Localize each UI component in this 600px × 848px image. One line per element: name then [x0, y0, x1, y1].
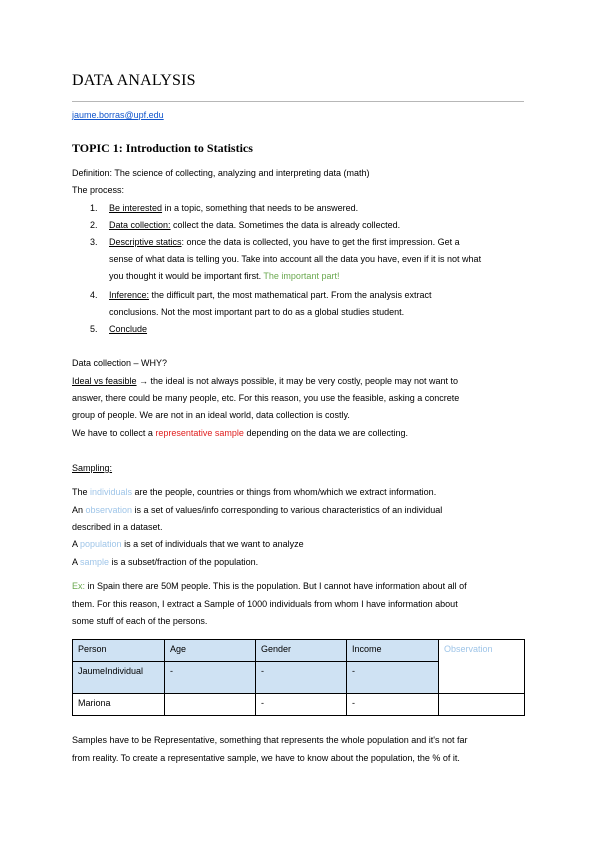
list-item-text: : once the data is collected, you have to get the first impression. Get a [181, 237, 460, 247]
paragraph-text: are the people, countries or things from whom/which we extract information. [132, 487, 437, 497]
list-number: 3. [90, 237, 98, 247]
topic-heading: TOPIC 1: Introduction to Statistics [72, 141, 253, 155]
paragraph-text: in Spain there are 50M people. This is the population. But I cannot have information about all of [85, 581, 467, 591]
list-item [109, 236, 460, 248]
paragraph-text: is a subset/fraction of the population. [109, 557, 259, 567]
paragraph-line [72, 375, 458, 387]
paragraph-text: A [72, 539, 81, 549]
observation-table [72, 639, 525, 716]
process-label: The process: [72, 185, 125, 195]
table-header-cell: Age [165, 640, 256, 662]
paragraph-line [72, 556, 258, 568]
list-item-text: collect the data. Sometimes the data is already collected. [170, 220, 401, 230]
title-divider [72, 101, 524, 102]
paragraph-line: described in a dataset. [72, 522, 163, 532]
paragraph-text: depending on the data we are collecting. [243, 428, 409, 438]
paragraph-text: A [72, 557, 81, 567]
term-observation: observation [85, 505, 133, 515]
table-cell: - [256, 694, 347, 716]
table-cell [439, 694, 525, 716]
paragraph-line: Samples have to be Representative, something that represents the whole population and it's not far [72, 735, 468, 745]
individual-note: Individual [105, 666, 144, 676]
paragraph-text: We have to collect a [72, 428, 156, 438]
document-title: DATA ANALYSIS [72, 72, 196, 89]
paragraph-line: them. For this reason, I extract a Sample of 1000 individuals from whom I have information about [72, 599, 458, 609]
list-item-term: Conclude [109, 324, 148, 334]
list-item-text: in a topic, something that needs to be answered. [162, 203, 359, 213]
table-cell-person: Mariona [73, 694, 165, 716]
table-cell: - [256, 662, 347, 694]
list-item-continuation: conclusions. Not the most important part to do as a global studies student. [109, 307, 405, 317]
highlight-term: representative sample [155, 428, 244, 438]
term-individuals: individuals [90, 487, 133, 497]
list-item-text: you thought it would be important first. [109, 271, 264, 281]
data-collection-heading: Data collection – WHY? [72, 358, 168, 368]
paragraph-line: group of people. We are not in an ideal world, data collection is costly. [72, 410, 350, 420]
list-item-term: Descriptive statics [109, 237, 182, 247]
list-item-continuation [109, 270, 339, 282]
term: Ideal vs feasible [72, 376, 137, 386]
list-item-term: Inference: [109, 290, 150, 300]
paragraph-line [72, 427, 408, 439]
table-cell: - [347, 662, 439, 694]
cell-text: Jaume [78, 666, 106, 676]
table-header-cell: Gender [256, 640, 347, 662]
paragraph-text: is a set of values/info corresponding to various characteristics of an individual [132, 505, 443, 515]
list-item [109, 202, 358, 214]
paragraph-text: → the ideal is not always possible, it may be very costly, people may not want to [136, 376, 459, 386]
list-item-continuation: sense of what data is telling you. Take into account all the data you have, even if it is not what [109, 254, 482, 264]
sampling-heading: Sampling: [72, 463, 113, 473]
list-item [109, 219, 400, 231]
paragraph-line [72, 538, 304, 550]
paragraph-line [72, 504, 442, 516]
table-cell: - [165, 662, 256, 694]
example-label: Ex: [72, 581, 86, 591]
list-number: 1. [90, 203, 98, 213]
table-cell [165, 694, 256, 716]
table-row [73, 694, 525, 716]
list-number: 2. [90, 220, 98, 230]
paragraph-text: The [72, 487, 91, 497]
author-email-link[interactable]: jaume.borras@upf.edu [72, 110, 164, 120]
table-header-cell: Income [347, 640, 439, 662]
paragraph-text: is a set of individuals that we want to analyze [121, 539, 304, 549]
table-header-row [73, 640, 525, 662]
list-item [109, 323, 147, 335]
paragraph-line: some stuff of each of the persons. [72, 616, 208, 626]
term-sample: sample [80, 557, 110, 567]
definition-text: Definition: The science of collecting, analyzing and interpreting data (math) [72, 168, 370, 178]
list-item-text: the difficult part, the most mathematical part. From the analysis extract [149, 290, 432, 300]
list-number: 4. [90, 290, 98, 300]
paragraph-line: answer, there could be many people, etc. For this reason, you use the feasible, asking a concrete [72, 393, 460, 403]
observation-label-cell: Observation [439, 640, 525, 694]
list-item [109, 289, 431, 301]
highlight-note: The important part! [263, 271, 340, 281]
paragraph-text: An [72, 505, 86, 515]
list-number: 5. [90, 324, 98, 334]
table-cell: - [347, 694, 439, 716]
table-cell-person [73, 662, 165, 694]
paragraph-line [72, 580, 467, 592]
table-header-cell: Person [73, 640, 165, 662]
paragraph-line [72, 486, 436, 498]
list-item-term: Be interested [109, 203, 163, 213]
term-population: population [80, 539, 122, 549]
paragraph-line: from reality. To create a representative sample, we have to know about the population, the % of it. [72, 753, 460, 763]
list-item-term: Data collection: [109, 220, 171, 230]
